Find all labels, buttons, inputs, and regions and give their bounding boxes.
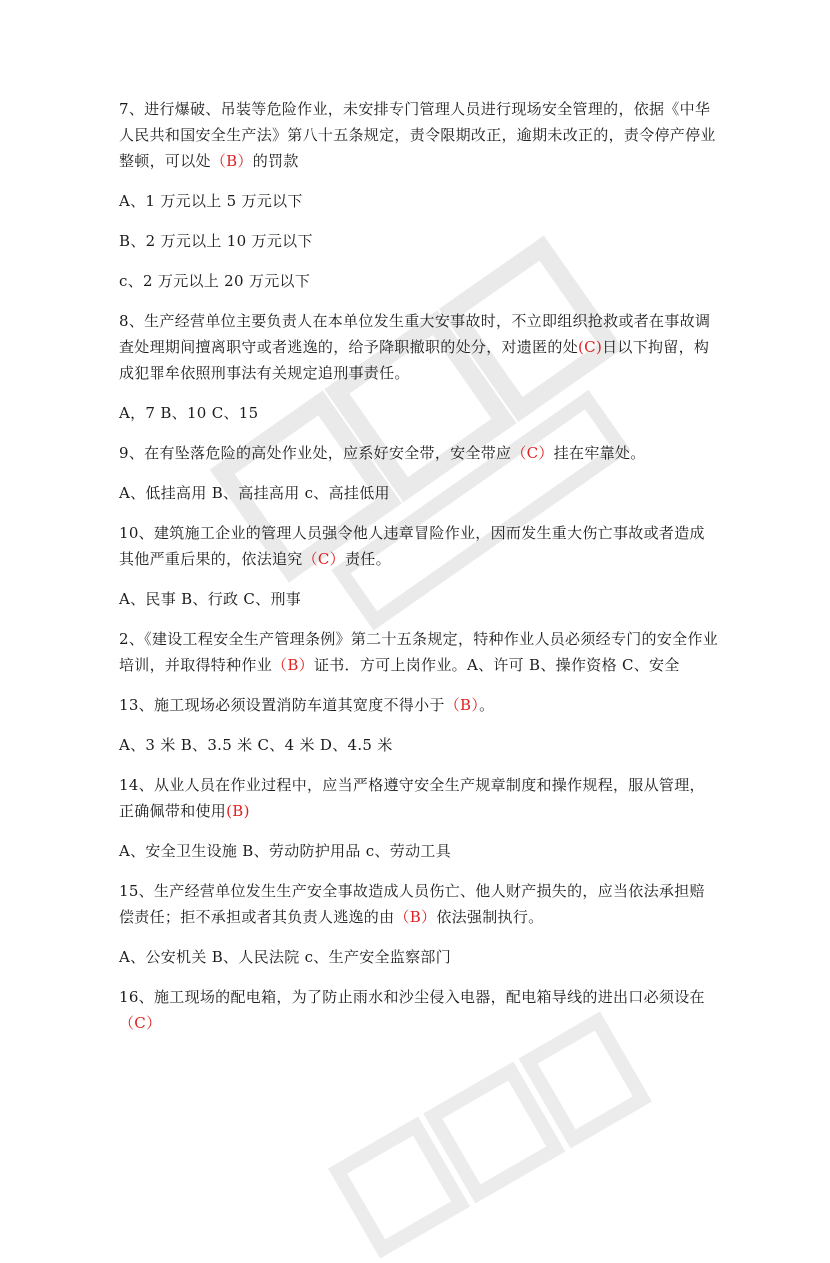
option-line: A，7 B、10 C、15 bbox=[119, 404, 259, 422]
question-9: 9、在有坠落危险的高处作业处，应系好安全带，安全带应（C）挂在牢靠处。 bbox=[119, 444, 646, 462]
document-page bbox=[119, 96, 719, 1050]
question-16: 16、施工现场的配电箱，为了防止雨水和沙尘侵入电器，配电箱导线的进出口必须设在（C） bbox=[119, 988, 705, 1032]
question-10: 10、建筑施工企业的管理人员强令他人违章冒险作业，因而发生重大伤亡事故或者造成其他严重后果的，依法追究（C）责任。 bbox=[119, 524, 705, 568]
question-15: 15、生产经营单位发生生产安全事故造成人员伤亡、他人财产损失的，应当依法承担赔偿责任；拒不承担或者其负责人逃逸的由（B）依法强制执行。 bbox=[119, 882, 705, 926]
option-line: B、2 万元以上 10 万元以下 bbox=[119, 232, 313, 250]
answer-mark: （B） bbox=[394, 908, 437, 926]
option-line: A、公安机关 B、人民法院 c、生产安全监察部门 bbox=[119, 948, 451, 966]
option-line: A、安全卫生设施 B、劳动防护用品 c、劳动工具 bbox=[119, 842, 451, 860]
answer-mark: (C) bbox=[578, 338, 603, 356]
question-7: 7、进行爆破、吊装等危险作业，未安排专门管理人员进行现场安全管理的，依据《中华人民共和国安全生产法》第八十五条规定，责令限期改正，逾期未改正的，责令停产停业整顿，可以处（B）的罚款 bbox=[119, 100, 716, 170]
answer-mark: （B） bbox=[444, 696, 480, 714]
question-14: 14、从业人员在作业过程中，应当严格遵守安全生产规章制度和操作规程，服从管理，正确佩带和使用(B) bbox=[119, 776, 705, 820]
question-8: 8、生产经营单位主要负责人在本单位发生重大安事故时，不立即组织抢救或者在事故调查处理期间擅离职守或者逃逸的，给予降职撤职的处分，对遗匿的处(C)日以下拘留，构成犯罪牟依照刑事法有关规定追刑事责任。 bbox=[119, 312, 711, 382]
option-line: A、3 米 B、3.5 米 C、4 米 D、4.5 米 bbox=[119, 736, 393, 754]
option-line: c、2 万元以上 20 万元以下 bbox=[119, 272, 311, 290]
option-line: A、1 万元以上 5 万元以下 bbox=[119, 192, 303, 210]
question-13: 13、施工现场必须设置消防车道其宽度不得小于（B）。 bbox=[119, 696, 495, 714]
answer-mark: （C） bbox=[302, 550, 345, 568]
option-line: A、低挂高用 B、高挂高用 c、高挂低用 bbox=[119, 484, 390, 502]
answer-mark: (B) bbox=[226, 802, 250, 820]
answer-mark: （B） bbox=[210, 152, 253, 170]
option-line: A、民事 B、行政 C、刑事 bbox=[119, 590, 302, 608]
answer-mark: （C） bbox=[119, 1014, 162, 1032]
answer-mark: （C） bbox=[511, 444, 554, 462]
answer-mark: （B） bbox=[272, 656, 314, 674]
question-2: 2、《建设工程安全生产管理条例》第二十五条规定，特种作业人员必须经专门的安全作业培训，并取得特种作业（B）证书．方可上岗作业。A、许可 B、操作资格 C、安全 bbox=[119, 630, 719, 674]
